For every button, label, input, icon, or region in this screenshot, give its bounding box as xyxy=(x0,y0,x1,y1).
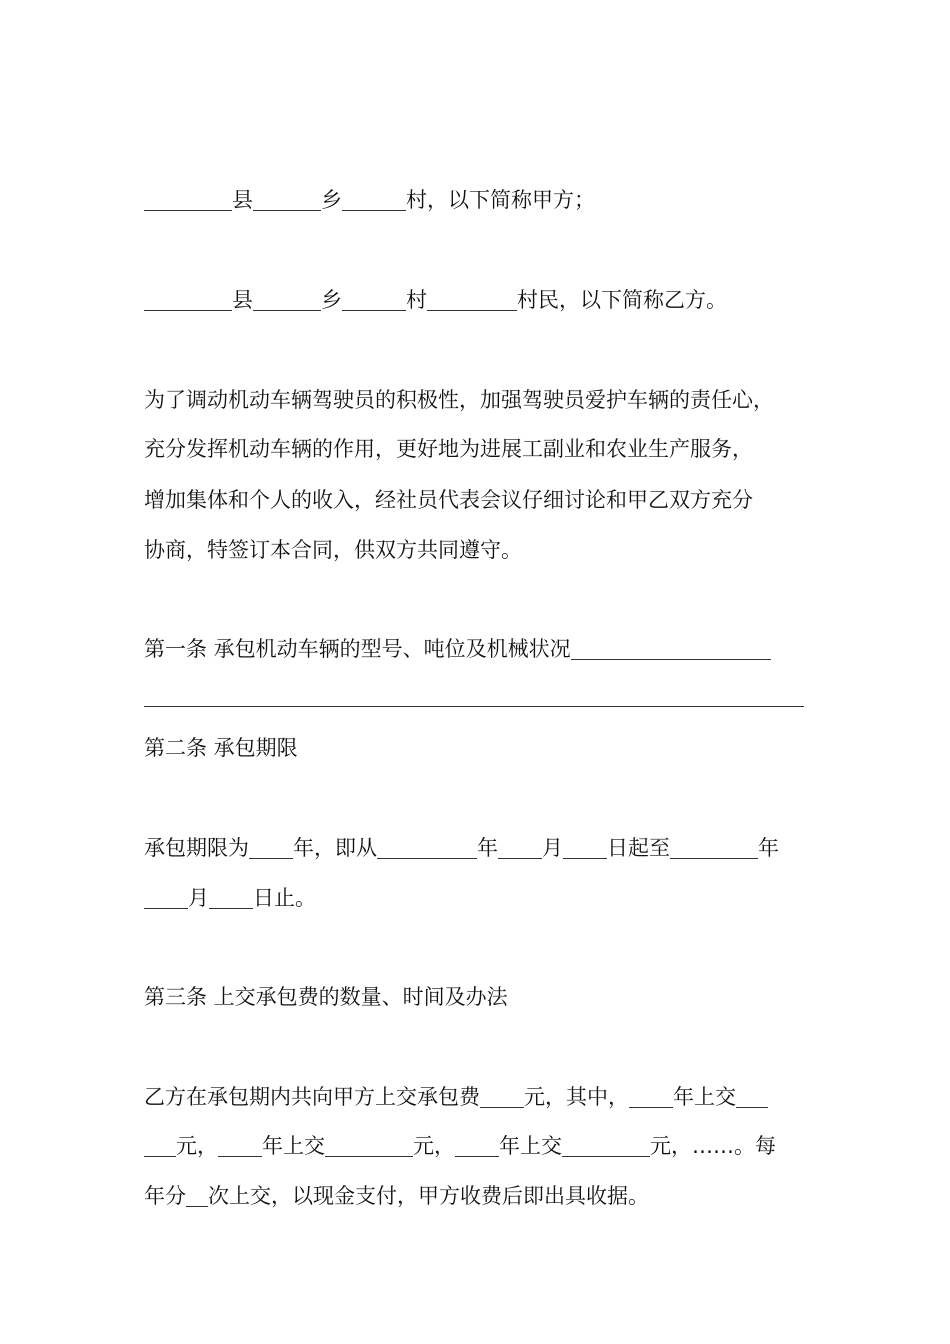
text-segment: 元，……。每 xyxy=(650,1134,776,1158)
text-segment: 年上交 xyxy=(673,1085,736,1109)
blank-field[interactable] xyxy=(144,884,188,909)
blank-field[interactable] xyxy=(736,1083,768,1108)
blank-field[interactable] xyxy=(377,834,477,859)
text-segment: 年上交 xyxy=(499,1134,562,1158)
party-a-tail: 村，以下简称甲方； xyxy=(406,188,595,212)
blank-field[interactable] xyxy=(144,286,232,311)
article-3-heading: 第三条 上交承包费的数量、时间及办法 xyxy=(144,985,508,1009)
text-segment: 年，即从 xyxy=(293,836,377,860)
blank-field[interactable] xyxy=(498,834,542,859)
text-segment: 次上交，以现金支付，甲方收费后即出具收据。 xyxy=(208,1184,649,1208)
preamble-line: 协商，特签订本合同，供双方共同遵守。 xyxy=(144,538,522,562)
blank-field[interactable] xyxy=(144,186,232,211)
text-segment: 年分 xyxy=(144,1184,186,1208)
text-segment: 年 xyxy=(477,836,498,860)
text-segment: 乙方在承包期内共向甲方上交承包费 xyxy=(144,1085,480,1109)
text-segment: 日起至 xyxy=(607,836,670,860)
party-a-line xyxy=(144,180,595,220)
preamble-line: 增加集体和个人的收入，经社员代表会议仔细讨论和甲乙双方充分 xyxy=(144,488,753,512)
blank-field[interactable] xyxy=(253,186,321,211)
blank-field[interactable] xyxy=(249,834,293,859)
article-2-heading: 第二条 承包期限 xyxy=(144,736,298,760)
party-b-county-label: 县 xyxy=(232,288,253,312)
article-1-title: 第一条 承包机动车辆的型号、吨位及机械状况 xyxy=(144,637,571,661)
blank-field[interactable] xyxy=(253,286,321,311)
text-segment: 承包期限为 xyxy=(144,836,249,860)
text-segment: 年上交 xyxy=(262,1134,325,1158)
party-b-village-label: 村 xyxy=(406,288,427,312)
blank-field[interactable] xyxy=(342,186,406,211)
blank-field[interactable] xyxy=(571,635,771,660)
blank-field[interactable] xyxy=(629,1083,673,1108)
blank-field[interactable] xyxy=(427,286,517,311)
blank-field[interactable] xyxy=(563,834,607,859)
blank-field[interactable] xyxy=(562,1132,650,1157)
text-segment: 元， xyxy=(176,1134,218,1158)
article-1-blank-rule[interactable] xyxy=(144,706,804,707)
party-a-township-label: 乡 xyxy=(321,188,342,212)
text-segment: 月 xyxy=(542,836,563,860)
party-b-line xyxy=(144,280,727,320)
article-2-term-line-2 xyxy=(144,878,316,918)
text-segment: 月 xyxy=(188,886,209,910)
blank-field[interactable] xyxy=(455,1132,499,1157)
party-b-tail: 村民，以下简称乙方。 xyxy=(517,288,727,312)
blank-field[interactable] xyxy=(144,1132,176,1157)
text-segment: 元， xyxy=(413,1134,455,1158)
article-3-fee-line-3 xyxy=(144,1176,649,1216)
text-segment: 日止。 xyxy=(253,886,316,910)
article-2-term-line xyxy=(144,828,779,868)
blank-field[interactable] xyxy=(670,834,758,859)
text-segment: 年 xyxy=(758,836,779,860)
article-3-fee-line-2 xyxy=(144,1126,776,1166)
preamble-line: 充分发挥机动车辆的作用，更好地为进展工副业和农业生产服务， xyxy=(144,437,753,461)
blank-field[interactable] xyxy=(480,1083,524,1108)
blank-field[interactable] xyxy=(342,286,406,311)
text-segment: 元，其中， xyxy=(524,1085,629,1109)
preamble-line: 为了调动机动车辆驾驶员的积极性，加强驾驶员爱护车辆的责任心， xyxy=(144,388,774,412)
blank-field[interactable] xyxy=(325,1132,413,1157)
party-b-township-label: 乡 xyxy=(321,288,342,312)
article-1-heading xyxy=(144,629,771,669)
article-3-fee-line xyxy=(144,1077,768,1117)
blank-field[interactable] xyxy=(218,1132,262,1157)
blank-field[interactable] xyxy=(186,1182,208,1207)
party-a-county-label: 县 xyxy=(232,188,253,212)
blank-field[interactable] xyxy=(209,884,253,909)
